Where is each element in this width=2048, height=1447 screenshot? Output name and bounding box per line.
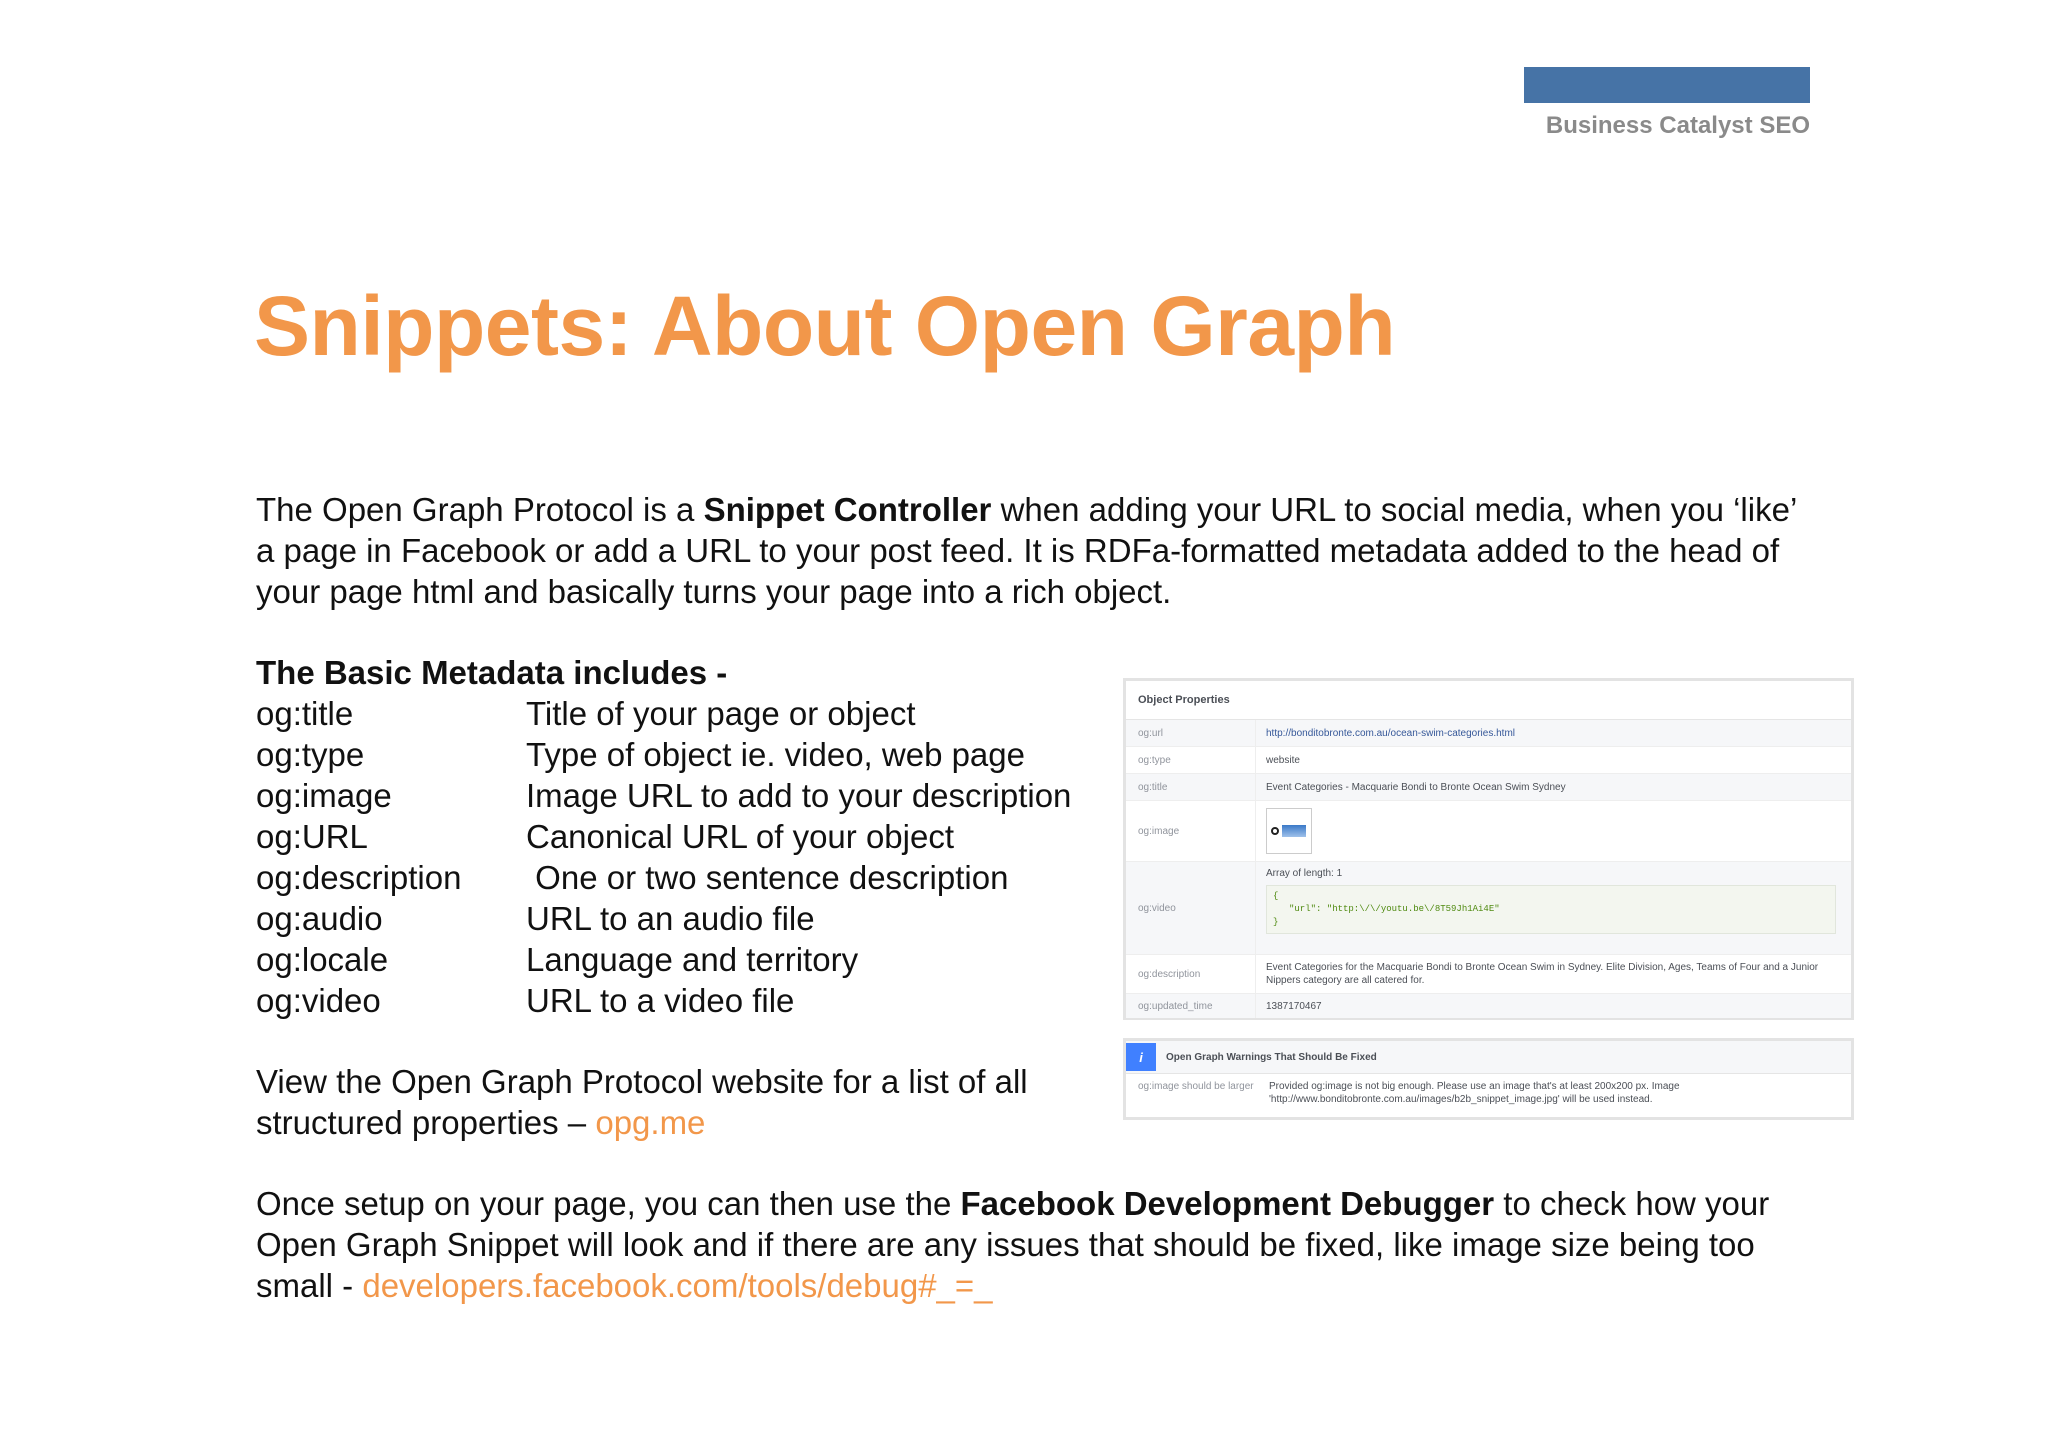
og-image-thumbnail	[1266, 808, 1312, 854]
metadata-row: og:URL Canonical URL of your object	[256, 818, 955, 855]
property-row: og:video Array of length: 1 { "url": "http:\/\/youtu.be\/8T59Jh1Ai4E" }	[1126, 862, 1851, 955]
metadata-row: og:type Type of object ie. video, web page	[256, 736, 1025, 773]
warnings-panel	[1123, 1038, 1854, 1120]
metadata-row: og:image Image URL to add to your description	[256, 777, 1072, 814]
property-row: og:url http://bonditobronte.com.au/ocean-swim-categories.html	[1126, 720, 1851, 747]
object-properties-heading: Object Properties	[1126, 681, 1851, 720]
metadata-row: og:video URL to a video file	[256, 982, 795, 1019]
view-paragraph: View the Open Graph Protocol website for a list of all structured properties – opg.me	[256, 1063, 1028, 1141]
property-row: og:description Event Categories for the Macquarie Bondi to Bronte Ocean Swim in Sydney. Elite Division, Ages, Teams of Four and a Junior Nippers category are all catered for.	[1126, 955, 1851, 994]
metadata-row: og:description One or two sentence description	[256, 859, 1009, 896]
opg-link[interactable]: opg.me	[595, 1104, 706, 1141]
property-row: og:type website	[1126, 747, 1851, 774]
metadata-row: og:audio URL to an audio file	[256, 900, 815, 937]
brand-bar	[1524, 67, 1810, 103]
info-icon: i	[1126, 1043, 1156, 1071]
metadata-heading: The Basic Metadata includes -	[256, 654, 728, 691]
metadata-row: og:title Title of your page or object	[256, 695, 916, 732]
property-row: og:title Event Categories - Macquarie Bondi to Bronte Ocean Swim Sydney	[1126, 774, 1851, 801]
property-row: og:image	[1126, 801, 1851, 862]
og-url-value[interactable]: http://bonditobronte.com.au/ocean-swim-categories.html	[1266, 727, 1516, 739]
warning-row: og:image should be larger Provided og:image is not big enough. Please use an image that's at least 200x200 px. Image 'http://www.bonditobronte.com.au/images/b2b_snippet_image.jpg' will be used instead.	[1138, 1081, 1680, 1105]
property-row: og:updated_time 1387170467	[1126, 994, 1851, 1018]
intro-paragraph: The Open Graph Protocol is a Snippet Controller when adding your URL to social media, when you ‘like’ a page in Facebook or add a URL to your post feed. It is RDFa-formatted metadata added to the head of your page html and basically turns your page into a rich object.	[256, 491, 1797, 610]
metadata-list	[256, 693, 1071, 1021]
video-code-block: { "url": "http:\/\/youtu.be\/8T59Jh1Ai4E" }	[1266, 885, 1836, 934]
warnings-header: i Open Graph Warnings That Should Be Fixed	[1126, 1041, 1851, 1074]
metadata-row: og:locale Language and territory	[256, 941, 859, 978]
setup-paragraph: Once setup on your page, you can then use the Facebook Development Debugger to check how your Open Graph Snippet will look and if there are any issues that should be fixed, like image size being too small - developers.facebook.com/tools/debug#_=_	[256, 1185, 1770, 1304]
object-properties-panel	[1123, 678, 1854, 1020]
brand-label: Business Catalyst SEO	[1545, 112, 1810, 139]
debugger-link[interactable]: developers.facebook.com/tools/debug#_=_	[362, 1267, 993, 1304]
page-title: Snippets: About Open Graph	[254, 279, 1396, 373]
